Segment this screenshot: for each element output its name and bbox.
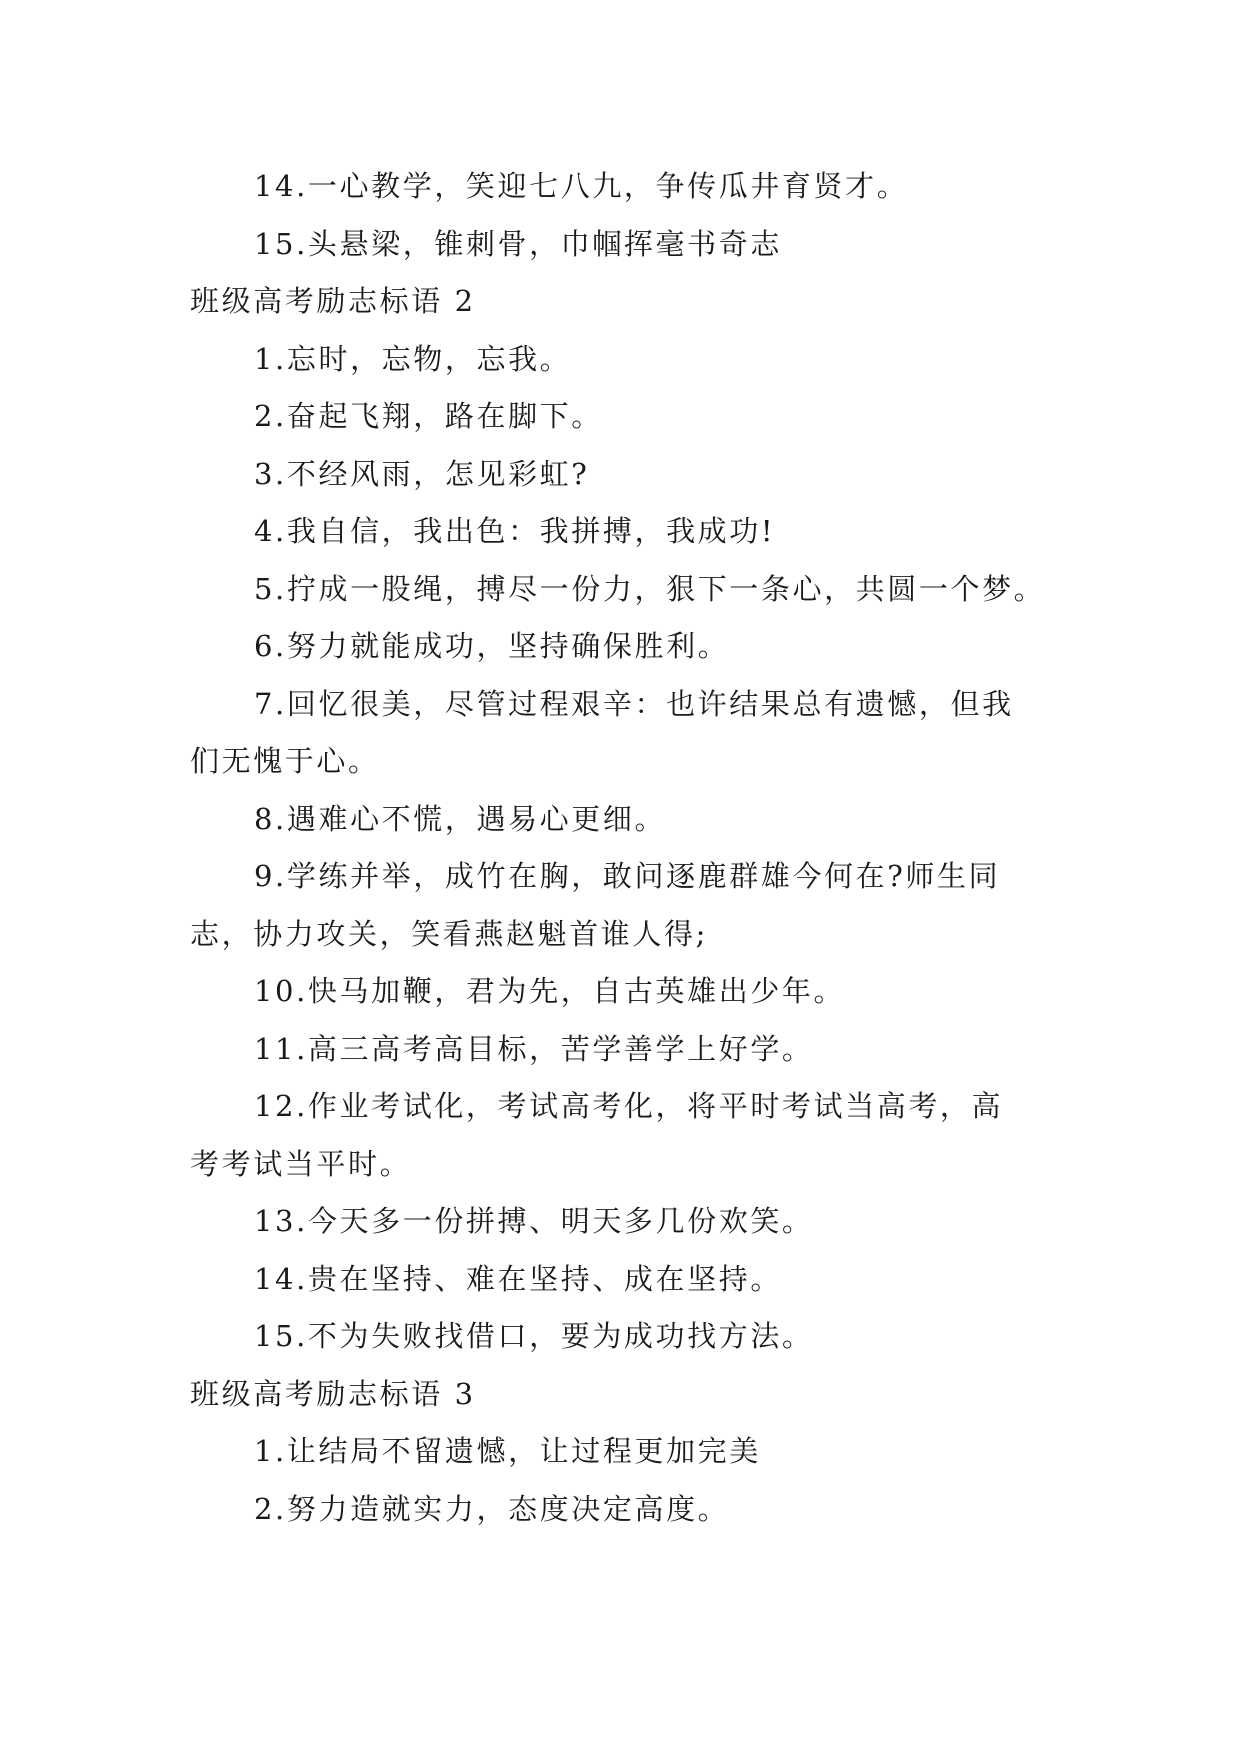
slogan-line: 11.高三高考高目标，苦学善学上好学。 [254,1031,814,1066]
document-body [190,158,1050,1538]
slogan-line: 15.不为失败找借口，要为成功找方法。 [254,1319,814,1353]
slogan-line: 4.我自信，我出色：我拼搏，我成功! [254,514,776,548]
slogan-line: 6.努力就能成功，坚持确保胜利。 [254,629,730,663]
section-heading: 班级高考励志标语 2 [190,284,476,318]
slogan-line-continuation: 志，协力攻关，笑看燕赵魁首谁人得; [190,916,708,951]
slogan-line: 10.快马加鞭，君为先，自古英雄出少年。 [254,974,846,1008]
section-heading: 班级高考励志标语 3 [190,1376,476,1411]
slogan-line: 13.今天多一份拼搏、明天多几份欢笑。 [254,1204,814,1238]
slogan-line: 15.头悬梁，锥刺骨，巾帼挥毫书奇志 [254,226,782,261]
slogan-line: 2.努力造就实力，态度决定高度。 [254,1491,730,1526]
slogan-line: 7.回忆很美，尽管过程艰辛：也许结果总有遗憾，但我 [254,686,1014,721]
slogan-line: 2.奋起飞翔，路在脚下。 [254,399,603,433]
slogan-line: 14.一心教学，笑迎七八九，争传瓜井育贤才。 [254,169,909,203]
slogan-line: 5.拧成一股绳，搏尽一份力，狠下一条心，共圆一个梦。 [254,571,1046,606]
slogan-line: 1.忘时，忘物，忘我。 [254,341,572,376]
slogan-line-continuation: 考考试当平时。 [190,1146,412,1181]
slogan-line: 1.让结局不留遗憾，让过程更加完美 [254,1434,761,1468]
slogan-line-continuation: 们无愧于心。 [190,744,380,778]
slogan-line: 9.学练并举，成竹在胸，敢问逐鹿群雄今何在?师生同 [254,859,1001,893]
slogan-line: 8.遇难心不慌，遇易心更细。 [254,801,667,836]
slogan-line: 14.贵在坚持、难在坚持、成在坚持。 [254,1261,782,1296]
slogan-line: 3.不经风雨，怎见彩虹? [254,456,590,491]
slogan-line: 12.作业考试化，考试高考化，将平时考试当高考，高 [254,1089,1004,1123]
